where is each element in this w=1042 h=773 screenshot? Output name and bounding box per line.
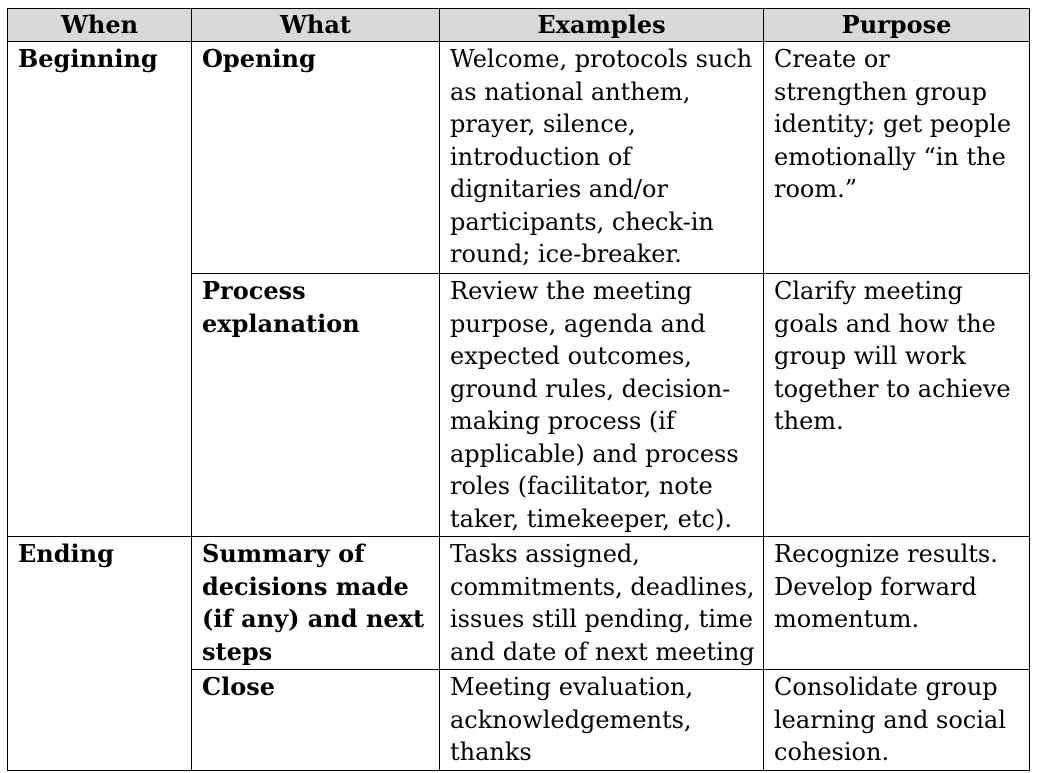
examples-summary: Tasks assigned, commitments, deadlines, issues still pending, time and date of next meeting bbox=[440, 537, 764, 670]
purpose-opening: Create or strengthen group identity; get people emotionally “in the room.” bbox=[764, 42, 1030, 274]
examples-process-explanation: Review the meeting purpose, agenda and expected outcomes, ground rules, decision-making process (if applicable) and process roles (facilitator, note taker, timekeeper, etc). bbox=[440, 274, 764, 537]
examples-opening: Welcome, protocols such as national anthem, prayer, silence, introduction of dignitaries and/or participants, check-in round; ice-breaker. bbox=[440, 42, 764, 274]
examples-close: Meeting evaluation, acknowledgements, thanks bbox=[440, 670, 764, 771]
meeting-structure-table bbox=[7, 8, 1030, 771]
what-process-explanation: Process explanation bbox=[192, 274, 440, 537]
what-close: Close bbox=[192, 670, 440, 771]
table-row bbox=[8, 42, 1030, 274]
purpose-process-explanation: Clarify meeting goals and how the group will work together to achieve them. bbox=[764, 274, 1030, 537]
header-what: What bbox=[192, 9, 440, 42]
table-header bbox=[8, 9, 1030, 42]
what-opening: Opening bbox=[192, 42, 440, 274]
what-summary: Summary of decisions made (if any) and next steps bbox=[192, 537, 440, 670]
purpose-summary: Recognize results. Develop forward momentum. bbox=[764, 537, 1030, 670]
table-body bbox=[8, 42, 1030, 771]
table-row bbox=[8, 537, 1030, 670]
header-when: When bbox=[8, 9, 192, 42]
when-beginning: Beginning bbox=[8, 42, 192, 537]
header-purpose: Purpose bbox=[764, 9, 1030, 42]
header-row bbox=[8, 9, 1030, 42]
when-ending: Ending bbox=[8, 537, 192, 771]
header-examples: Examples bbox=[440, 9, 764, 42]
purpose-close: Consolidate group learning and social cohesion. bbox=[764, 670, 1030, 771]
